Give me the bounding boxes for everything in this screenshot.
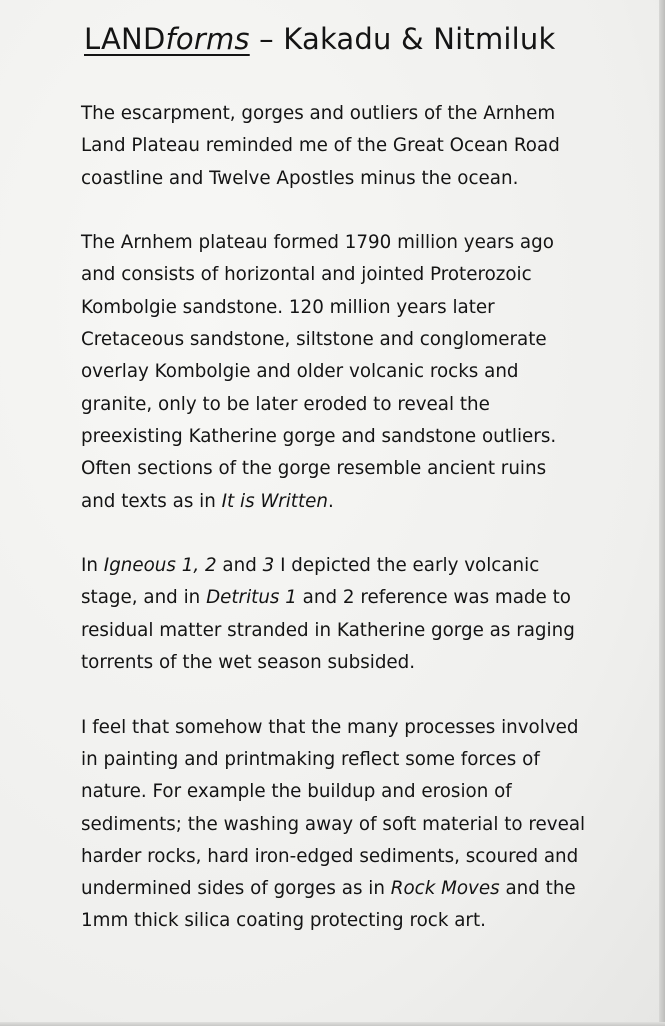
title-subtitle: – Kakadu & Nitmiluk: [249, 22, 556, 56]
text-line: granite, only to be later eroded to reveal the: [81, 393, 490, 415]
text-line: 1mm thick silica coating protecting rock art.: [81, 910, 486, 932]
text-line: The Arnhem plateau formed 1790 million years ago: [81, 232, 554, 254]
text-line: undermined sides of gorges as in Rock Moves and the: [81, 878, 576, 900]
artwork-title: Detritus 1: [206, 587, 297, 609]
text-line: stage, and in Detritus 1 and 2 reference was made to: [81, 587, 571, 609]
text-line: Land Plateau reminded me of the Great Ocean Road: [81, 135, 560, 157]
sheet-right-edge-shadow: [659, 0, 665, 1026]
text-line: I feel that somehow that the many processes involved: [81, 716, 579, 738]
text-line: and texts as in It is Written.: [81, 490, 334, 512]
text-line: preexisting Katherine gorge and sandstone outliers.: [81, 425, 557, 447]
body-text: [81, 98, 621, 970]
text-line: torrents of the wet season subsided.: [81, 652, 416, 674]
paragraph-2: [81, 227, 621, 518]
text-line: In Igneous 1, 2 and 3 I depicted the early volcanic: [81, 555, 540, 577]
text-line: nature. For example the buildup and erosion of: [81, 781, 512, 803]
paragraph-4: [81, 712, 621, 938]
text-line: harder rocks, hard iron-edged sediments, scoured and: [81, 845, 579, 867]
text-line: The escarpment, gorges and outliers of the Arnhem: [81, 103, 556, 124]
paragraph-1: [81, 98, 621, 195]
text-line: Kombolgie sandstone. 120 million years later: [81, 296, 495, 318]
artwork-title: It is Written: [221, 490, 328, 512]
title-underlined-part: LANDforms: [84, 22, 250, 56]
artwork-title: 3: [262, 555, 275, 577]
artwork-title: Rock Moves: [390, 878, 500, 900]
text-line: sediments; the washing away of soft material to reveal: [81, 813, 586, 835]
text-line: Cretaceous sandstone, siltstone and conglomerate: [81, 329, 547, 351]
sheet-bottom-edge-shadow: [0, 1022, 665, 1026]
text-line: in painting and printmaking reflect some forces of: [81, 748, 540, 770]
paragraph-3: [81, 550, 621, 679]
page-title: [84, 22, 556, 56]
text-line: Often sections of the gorge resemble ancient ruins: [81, 458, 547, 480]
text-line: residual matter stranded in Katherine gorge as raging: [81, 619, 575, 641]
artwork-title: Igneous 1, 2: [103, 555, 217, 577]
text-line: overlay Kombolgie and older volcanic rocks and: [81, 361, 519, 383]
text-line: coastline and Twelve Apostles minus the ocean.: [81, 167, 519, 189]
text-line: and consists of horizontal and jointed Proterozoic: [81, 264, 532, 286]
